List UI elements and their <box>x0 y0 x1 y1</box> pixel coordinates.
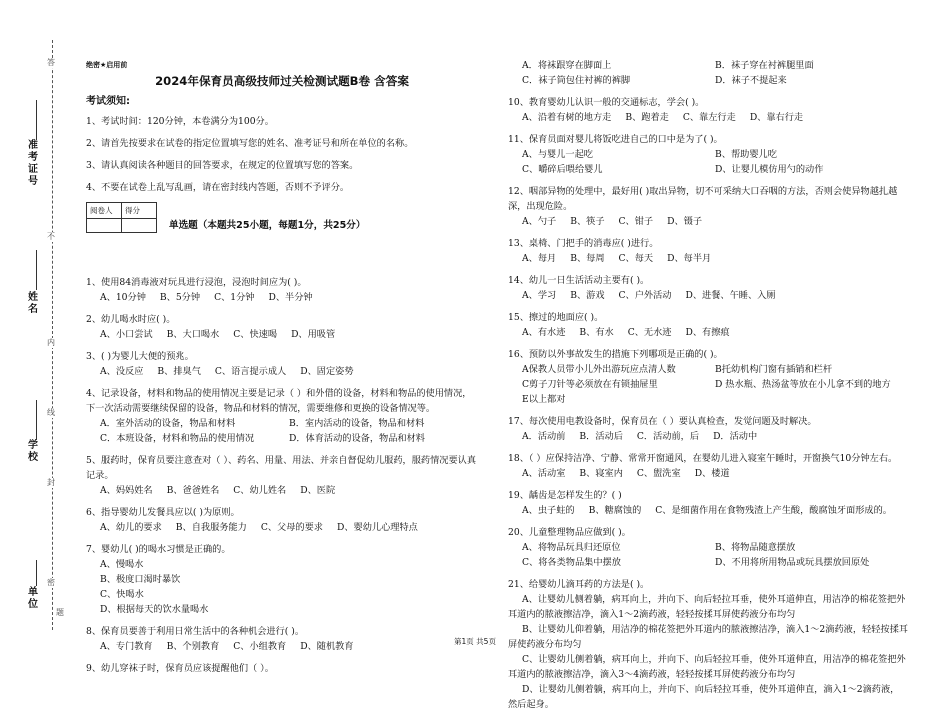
answer-option[interactable]: B、极度口渴时暴饮 <box>100 574 181 585</box>
binding-label-exam-number: 准考证号 <box>28 140 38 187</box>
notice-item: 3、请认真阅读各种题目的回答要求，在规定的位置填写您的答案。 <box>86 160 359 171</box>
option-row <box>522 325 908 340</box>
question-block <box>508 95 908 125</box>
option-row <box>100 364 478 379</box>
answer-option[interactable]: C、快喝水 <box>100 589 144 600</box>
question-block <box>508 488 908 518</box>
answer-option[interactable]: D、用吸管 <box>291 329 336 340</box>
binding-label-school: 学校 <box>28 440 38 463</box>
score-area <box>86 202 478 233</box>
score-cell: 得分 <box>122 203 157 219</box>
question-text: 16、预防以外事故发生的措施下列哪项是正确的( )。 <box>508 349 723 360</box>
answer-option[interactable]: A、让婴幼儿侧着躺，病耳向上，并向下、向后轻拉耳垂，使外耳道伸直，用洁净的棉花签把外耳道内的脓液擦洁净，滴入1～2滴药液，轻轻按揉耳屏使药液分布均匀 <box>508 594 906 620</box>
answer-option[interactable]: C、快速喝 <box>233 329 278 340</box>
answer-option[interactable]: A、10分钟 <box>100 292 146 303</box>
answer-option[interactable]: D 热水瓶、热汤盆等放在小儿拿不到的地方 <box>715 379 891 390</box>
binding-strip <box>0 0 72 671</box>
option-row <box>522 555 908 570</box>
answer-option[interactable]: E以上都对 <box>522 394 566 405</box>
unit-underline <box>36 560 37 586</box>
answer-option[interactable]: B、糖腐蚀的 <box>588 505 642 516</box>
answer-option[interactable]: C、语言提示成人 <box>214 366 287 377</box>
option-row <box>522 392 908 407</box>
question-text: 9、幼儿穿袜子时，保育员应该提醒他们（ ）。 <box>86 663 274 674</box>
binding-label-unit: 单位 <box>28 587 38 610</box>
seal-mark: 线 <box>47 408 55 417</box>
answer-option[interactable]: C、将各类物品集中摆放 <box>522 557 621 568</box>
answer-option[interactable]: B、大口喝水 <box>166 329 220 340</box>
answer-option[interactable]: C、盥洗室 <box>636 468 681 479</box>
option-row <box>100 290 478 305</box>
binding-label-name: 姓名 <box>28 292 38 315</box>
answer-option[interactable]: A．将袜跟穿在脚面上 <box>522 60 612 71</box>
answer-option[interactable]: B、每周 <box>570 253 605 264</box>
answer-option[interactable]: C、幼儿姓名 <box>233 485 287 496</box>
option-row <box>522 362 908 377</box>
answer-option[interactable]: B、筷子 <box>570 216 605 227</box>
answer-option[interactable]: D、靠右行走 <box>749 112 804 123</box>
notice-heading: 考试须知: <box>86 96 130 107</box>
answer-option[interactable]: B、有水 <box>579 327 614 338</box>
question-text: 3、( )为婴儿大便的预兆。 <box>86 351 194 362</box>
answer-option[interactable]: B、游戏 <box>570 290 605 301</box>
question-block <box>508 184 908 229</box>
answer-option[interactable]: A、勺子 <box>522 216 557 227</box>
question-text: 14、幼儿一日生活活动主要有( )。 <box>508 275 650 286</box>
question-block <box>508 347 908 407</box>
answer-option[interactable]: D、固定姿势 <box>300 366 354 377</box>
answer-option[interactable]: B、帮助婴儿吃 <box>715 149 777 160</box>
seal-line <box>52 40 53 630</box>
option-row <box>522 288 908 303</box>
answer-option[interactable]: A、有水迹 <box>522 327 566 338</box>
seal-mark: 封 <box>47 478 55 487</box>
option-row <box>100 431 478 446</box>
option-row <box>522 162 908 177</box>
question-block <box>86 505 478 535</box>
answer-option[interactable]: A、沿着有树的地方走 <box>522 112 612 123</box>
answer-option[interactable]: A、专门教育 <box>100 641 153 652</box>
answer-option[interactable]: C、靠左行走 <box>682 112 736 123</box>
answer-option[interactable]: B托幼机构门窗有插销和栏杆 <box>715 364 833 375</box>
question-block <box>86 312 478 342</box>
school-underline <box>36 400 37 440</box>
question-text: 12、咽部异物的处理中，最好用( )取出异物，切不可采纳大口吞咽的方法，否则会使异物越扎越深，出现危险。 <box>508 186 898 212</box>
answer-option[interactable]: B、5分钟 <box>159 292 201 303</box>
name-underline <box>36 250 37 290</box>
option-row <box>100 416 478 431</box>
question-text: 7、婴幼儿( )的喝水习惯是正确的。 <box>86 544 231 555</box>
answer-option[interactable]: B．活动后 <box>579 431 623 442</box>
answer-option[interactable]: D、有擦痕 <box>685 327 730 338</box>
option-row <box>522 110 908 125</box>
answer-option[interactable]: C．袜子筒包住衬裤的裤脚 <box>522 75 631 86</box>
seal-mark: 内 <box>47 338 55 347</box>
question-block <box>86 386 478 446</box>
answer-option[interactable]: D、让婴幼儿侧着躺，病耳向上，并向下、向后轻拉耳垂，使外耳道伸直，滴入1～2滴药液，然后起身。 <box>508 684 900 710</box>
answer-option[interactable]: C、每天 <box>618 253 654 264</box>
answer-option[interactable]: D、半分钟 <box>268 292 313 303</box>
option-row <box>522 466 908 481</box>
answer-option[interactable]: C、嚼碎后喂给婴儿 <box>522 164 603 175</box>
answer-option[interactable]: B．室内活动的设备，物品和材料 <box>289 418 425 429</box>
seal-mark: 题 <box>56 608 64 617</box>
answer-option[interactable]: A、没反应 <box>100 366 144 377</box>
reviewer-input-cell[interactable] <box>87 219 122 233</box>
answer-option[interactable]: D．活动中 <box>713 431 758 442</box>
answer-option[interactable]: C剪子刀针等必须放在有锁抽屉里 <box>522 379 658 390</box>
answer-option[interactable]: D、进餐、午睡、入厕 <box>685 290 776 301</box>
answer-option[interactable]: C、1分钟 <box>214 292 255 303</box>
answer-option[interactable]: B．袜子穿在衬裤腿里面 <box>715 60 814 71</box>
question-block <box>86 349 478 379</box>
score-input-cell[interactable] <box>122 219 157 233</box>
page-title: 2024年保育员高级技师过关检测试题B卷 含答案 <box>155 74 409 88</box>
answer-option[interactable]: B、自我服务能力 <box>175 522 247 533</box>
question-block <box>86 661 478 676</box>
question-block <box>508 273 908 303</box>
question-text: 21、给婴幼儿滴耳药的方法是( )。 <box>508 579 650 590</box>
answer-option[interactable]: C、钳子 <box>618 216 654 227</box>
question-block <box>86 453 478 498</box>
answer-option[interactable]: B、个别教育 <box>166 641 220 652</box>
question-block <box>508 58 908 88</box>
option-row <box>100 483 478 498</box>
left-question-list <box>86 275 478 676</box>
question-block <box>86 275 478 305</box>
answer-option[interactable]: D、镊子 <box>667 216 703 227</box>
answer-option[interactable]: D、每半月 <box>667 253 712 264</box>
left-column <box>86 58 478 683</box>
answer-option[interactable]: A、幼儿的要求 <box>100 522 162 533</box>
option-row <box>522 540 908 555</box>
question-text: 18、（ ）应保持洁净、宁静、常常开窗通风，在婴幼儿进入寝室午睡时，开窗换气10分钟左右。 <box>508 453 898 464</box>
answer-option[interactable]: C、让婴幼儿侧着躺，病耳向上，并向下、向后轻拉耳垂，使外耳道伸直，用洁净的棉花签把外耳道内的脓液擦洁净，滴入3～4滴药液，轻轻按揉耳屏使药液分布均匀 <box>508 654 906 680</box>
answer-option[interactable]: D、让婴儿模仿用勺的动作 <box>715 164 824 175</box>
question-block <box>508 310 908 340</box>
answer-option[interactable]: B、让婴幼儿仰着躺，用洁净的棉花签把外耳道内的脓液擦洁净，滴入1～2滴药液，轻轻按揉耳屏使药液分布均匀 <box>508 624 908 650</box>
answer-option[interactable]: D、婴幼儿心理特点 <box>337 522 418 533</box>
right-column <box>508 58 908 719</box>
question-text: 6、指导婴幼儿发餐具应以( )为原则。 <box>86 507 240 518</box>
right-question-list <box>508 58 908 712</box>
option-row <box>522 147 908 162</box>
question-text: 20、儿童整理物品应做到( )。 <box>508 527 631 538</box>
question-text: 10、教育婴幼儿认识一般的交通标志，学会( )。 <box>508 97 705 108</box>
answer-option[interactable]: C、户外活动 <box>618 290 672 301</box>
answer-option[interactable]: A保教人员带小儿外出游玩应点清人数 <box>522 364 676 375</box>
answer-option[interactable]: A、虫子蛀的 <box>522 505 575 516</box>
question-text: 4、记录设备，材料和物品的使用情况主要是记录（ ）和外借的设备，材料和物品的使用情况，下一次活动需要继续保留的设备，物品和材料的情况，需要维修和更换的设备情况等。 <box>86 388 472 414</box>
question-block <box>508 132 908 177</box>
question-text: 2、幼儿喝水时应( )。 <box>86 314 176 325</box>
answer-option[interactable]: D．袜子不提起来 <box>715 75 787 86</box>
question-text: 1、使用84消毒液对玩具进行浸泡，浸泡时间应为( )。 <box>86 277 307 288</box>
question-text: 8、保育员要善于利用日常生活中的各种机会进行( )。 <box>86 626 305 637</box>
answer-option[interactable]: A、小口尝试 <box>100 329 153 340</box>
option-row <box>522 251 908 266</box>
answer-option[interactable]: D．体育活动的设备，物品和材料 <box>289 433 425 444</box>
answer-option[interactable]: A．活动前 <box>522 431 566 442</box>
option-row <box>100 520 478 535</box>
exam-number-underline <box>36 100 37 140</box>
answer-option[interactable]: B、排臭气 <box>157 366 201 377</box>
section-heading: 单选题（本题共25小题，每题1分，共25分） <box>169 220 366 231</box>
question-block <box>508 451 908 481</box>
option-row <box>522 503 908 518</box>
answer-option[interactable]: D、随机教育 <box>300 641 354 652</box>
page-footer: 第1页 共5页 <box>454 637 496 646</box>
answer-option[interactable]: A、学习 <box>522 290 557 301</box>
reviewer-cell: 阅卷人 <box>87 203 122 219</box>
answer-option[interactable]: C、是细菌作用在食物残渣上产生酸，酸腐蚀牙面形成的。 <box>655 505 892 516</box>
answer-option[interactable]: D、不用将所用物品或玩具摆放回原处 <box>715 557 870 568</box>
question-text: 17、每次使用电教设备时，保育员在（ ）要认真检查，发觉问题及时解决。 <box>508 416 817 427</box>
answer-option[interactable]: A、与婴儿一起吃 <box>522 149 593 160</box>
option-row <box>522 214 908 229</box>
answer-option[interactable]: B、将物品随意摆放 <box>715 542 796 553</box>
answer-option[interactable]: A、慢喝水 <box>100 559 144 570</box>
answer-option[interactable]: C、无水迹 <box>627 327 672 338</box>
notice-item: 2、请首先按要求在试卷的指定位置填写您的姓名、准考证号和所在单位的名称。 <box>86 138 414 149</box>
answer-option[interactable]: C．本班设备，材料和物品的使用情况 <box>100 433 255 444</box>
answer-option[interactable]: D、医院 <box>300 485 336 496</box>
seal-mark: 不 <box>47 232 55 241</box>
question-block <box>508 525 908 570</box>
notice-item: 4、不要在试卷上乱写乱画，请在密封线内答题，否则不予评分。 <box>86 182 350 193</box>
question-text: 11、保育员面对婴儿将饭吃进自己的口中是为了( )。 <box>508 134 723 145</box>
seal-mark: 密 <box>47 578 55 587</box>
question-text: 19、龋齿是怎样发生的？( ) <box>508 490 622 501</box>
secret-label: 绝密★启用前 <box>86 61 128 69</box>
answer-option[interactable]: C、父母的要求 <box>260 522 323 533</box>
answer-option[interactable]: C．活动前，后 <box>636 431 700 442</box>
question-block <box>508 236 908 266</box>
answer-option[interactable]: C、小组教育 <box>233 641 287 652</box>
notice-item: 1、考试时间：120分钟，本卷满分为100分。 <box>86 116 274 127</box>
score-table <box>86 202 157 233</box>
question-block <box>86 542 478 617</box>
answer-option[interactable]: A、将物品玩具归还原位 <box>522 542 621 553</box>
question-text: 15、擦过的地面应( )。 <box>508 312 604 323</box>
question-text: 13、桌椅、门把手的消毒应( )进行。 <box>508 238 659 249</box>
answer-option[interactable]: A、妈妈姓名 <box>100 485 153 496</box>
answer-option[interactable]: A、每月 <box>522 253 557 264</box>
answer-option[interactable]: D、根据每天的饮水量喝水 <box>100 604 209 615</box>
answer-option[interactable]: D、楼道 <box>694 468 730 479</box>
answer-option[interactable]: B、爸爸姓名 <box>166 485 220 496</box>
option-row <box>522 429 908 444</box>
option-row <box>522 377 908 392</box>
answer-option[interactable]: B、跑着走 <box>625 112 669 123</box>
answer-option[interactable]: A、活动室 <box>522 468 566 479</box>
question-text: 5、服药时，保育员要注意查对（ ）、药名、用量、用法、并亲自督促幼儿服药，服药情况要认真记录。 <box>86 455 477 481</box>
option-row <box>522 58 908 73</box>
seal-mark: 答 <box>47 58 55 67</box>
question-block <box>508 414 908 444</box>
option-row <box>522 73 908 88</box>
answer-option[interactable]: B、寝室内 <box>579 468 623 479</box>
option-row <box>100 327 478 342</box>
answer-option[interactable]: A．室外活动的设备，物品和材料 <box>100 418 236 429</box>
